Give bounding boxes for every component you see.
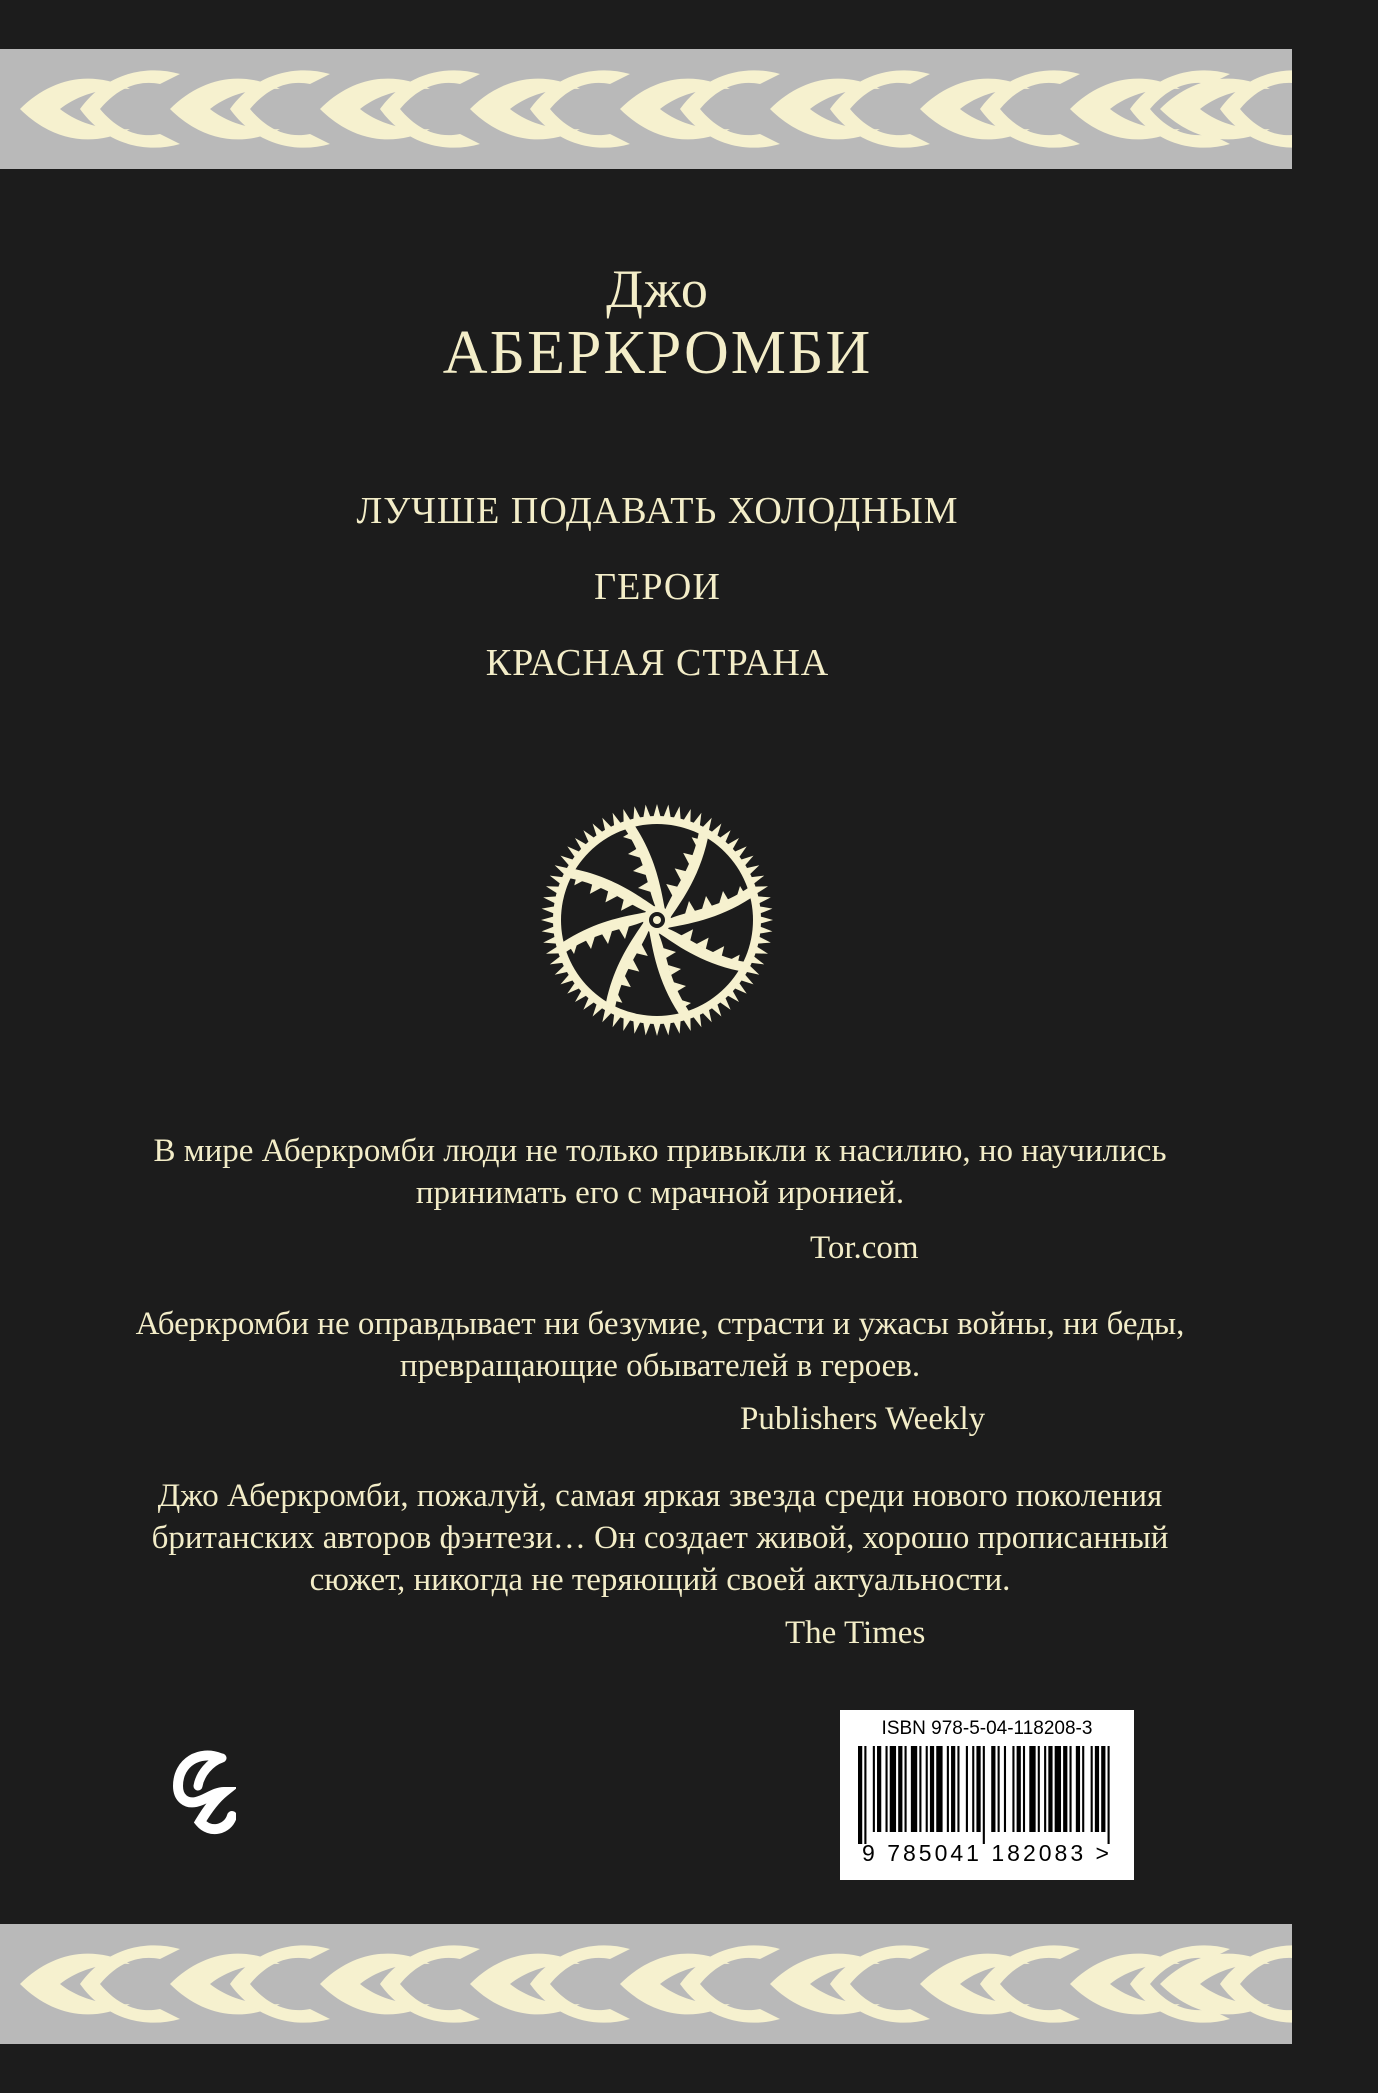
quote-line: В мире Аберкромби люди не только привыкли к насилию, но научились	[153, 1133, 1167, 1169]
quote-source: The Times	[785, 1615, 926, 1651]
ornament-pattern-icon	[0, 49, 1292, 169]
quote-line: сюжет, никогда не теряющий своей актуальности.	[309, 1562, 1011, 1598]
bottom-ornament-band	[0, 1924, 1292, 2044]
barcode-digits: 9 785041 182083 >	[862, 1840, 1112, 1866]
review-quote	[80, 1130, 1240, 1214]
book-title: ЛУЧШЕ ПОДАВАТЬ ХОЛОДНЫМ	[356, 490, 959, 532]
isbn-label: ISBN 978-5-04-118208-3	[881, 1718, 1093, 1739]
book-title: КРАСНАЯ СТРАНА	[485, 642, 830, 684]
author-last-name: АБЕРКРОМБИ	[442, 319, 873, 387]
isbn-barcode	[840, 1710, 1134, 1880]
quote-line: Аберкромби не оправдывает ни безумие, страсти и ужасы войны, ни беды,	[135, 1306, 1185, 1342]
sun-wheel-emblem-icon	[537, 800, 777, 1040]
barcode-bars-icon	[858, 1746, 1116, 1844]
book-titles-list	[0, 482, 1315, 710]
ornament-pattern-icon	[0, 1924, 1292, 2044]
quote-source: Publishers Weekly	[740, 1401, 986, 1437]
quote-line: британских авторов фэнтези… Он создает живой, хорошо прописанный	[151, 1520, 1169, 1556]
top-ornament-band	[0, 49, 1292, 169]
review-quote	[80, 1475, 1240, 1601]
quote-line: принимать его с мрачной иронией.	[415, 1175, 905, 1211]
review-quote	[80, 1303, 1240, 1387]
author-first-name: Джо	[606, 259, 709, 319]
quote-line: Джо Аберкромби, пожалуй, самая яркая звезда среди нового поколения	[157, 1478, 1163, 1514]
quote-line: превращающие обывателей в героев.	[399, 1348, 921, 1384]
book-title: ГЕРОИ	[594, 566, 721, 608]
eksmo-logo-icon	[170, 1740, 236, 1840]
quote-source: Tor.com	[810, 1230, 919, 1266]
